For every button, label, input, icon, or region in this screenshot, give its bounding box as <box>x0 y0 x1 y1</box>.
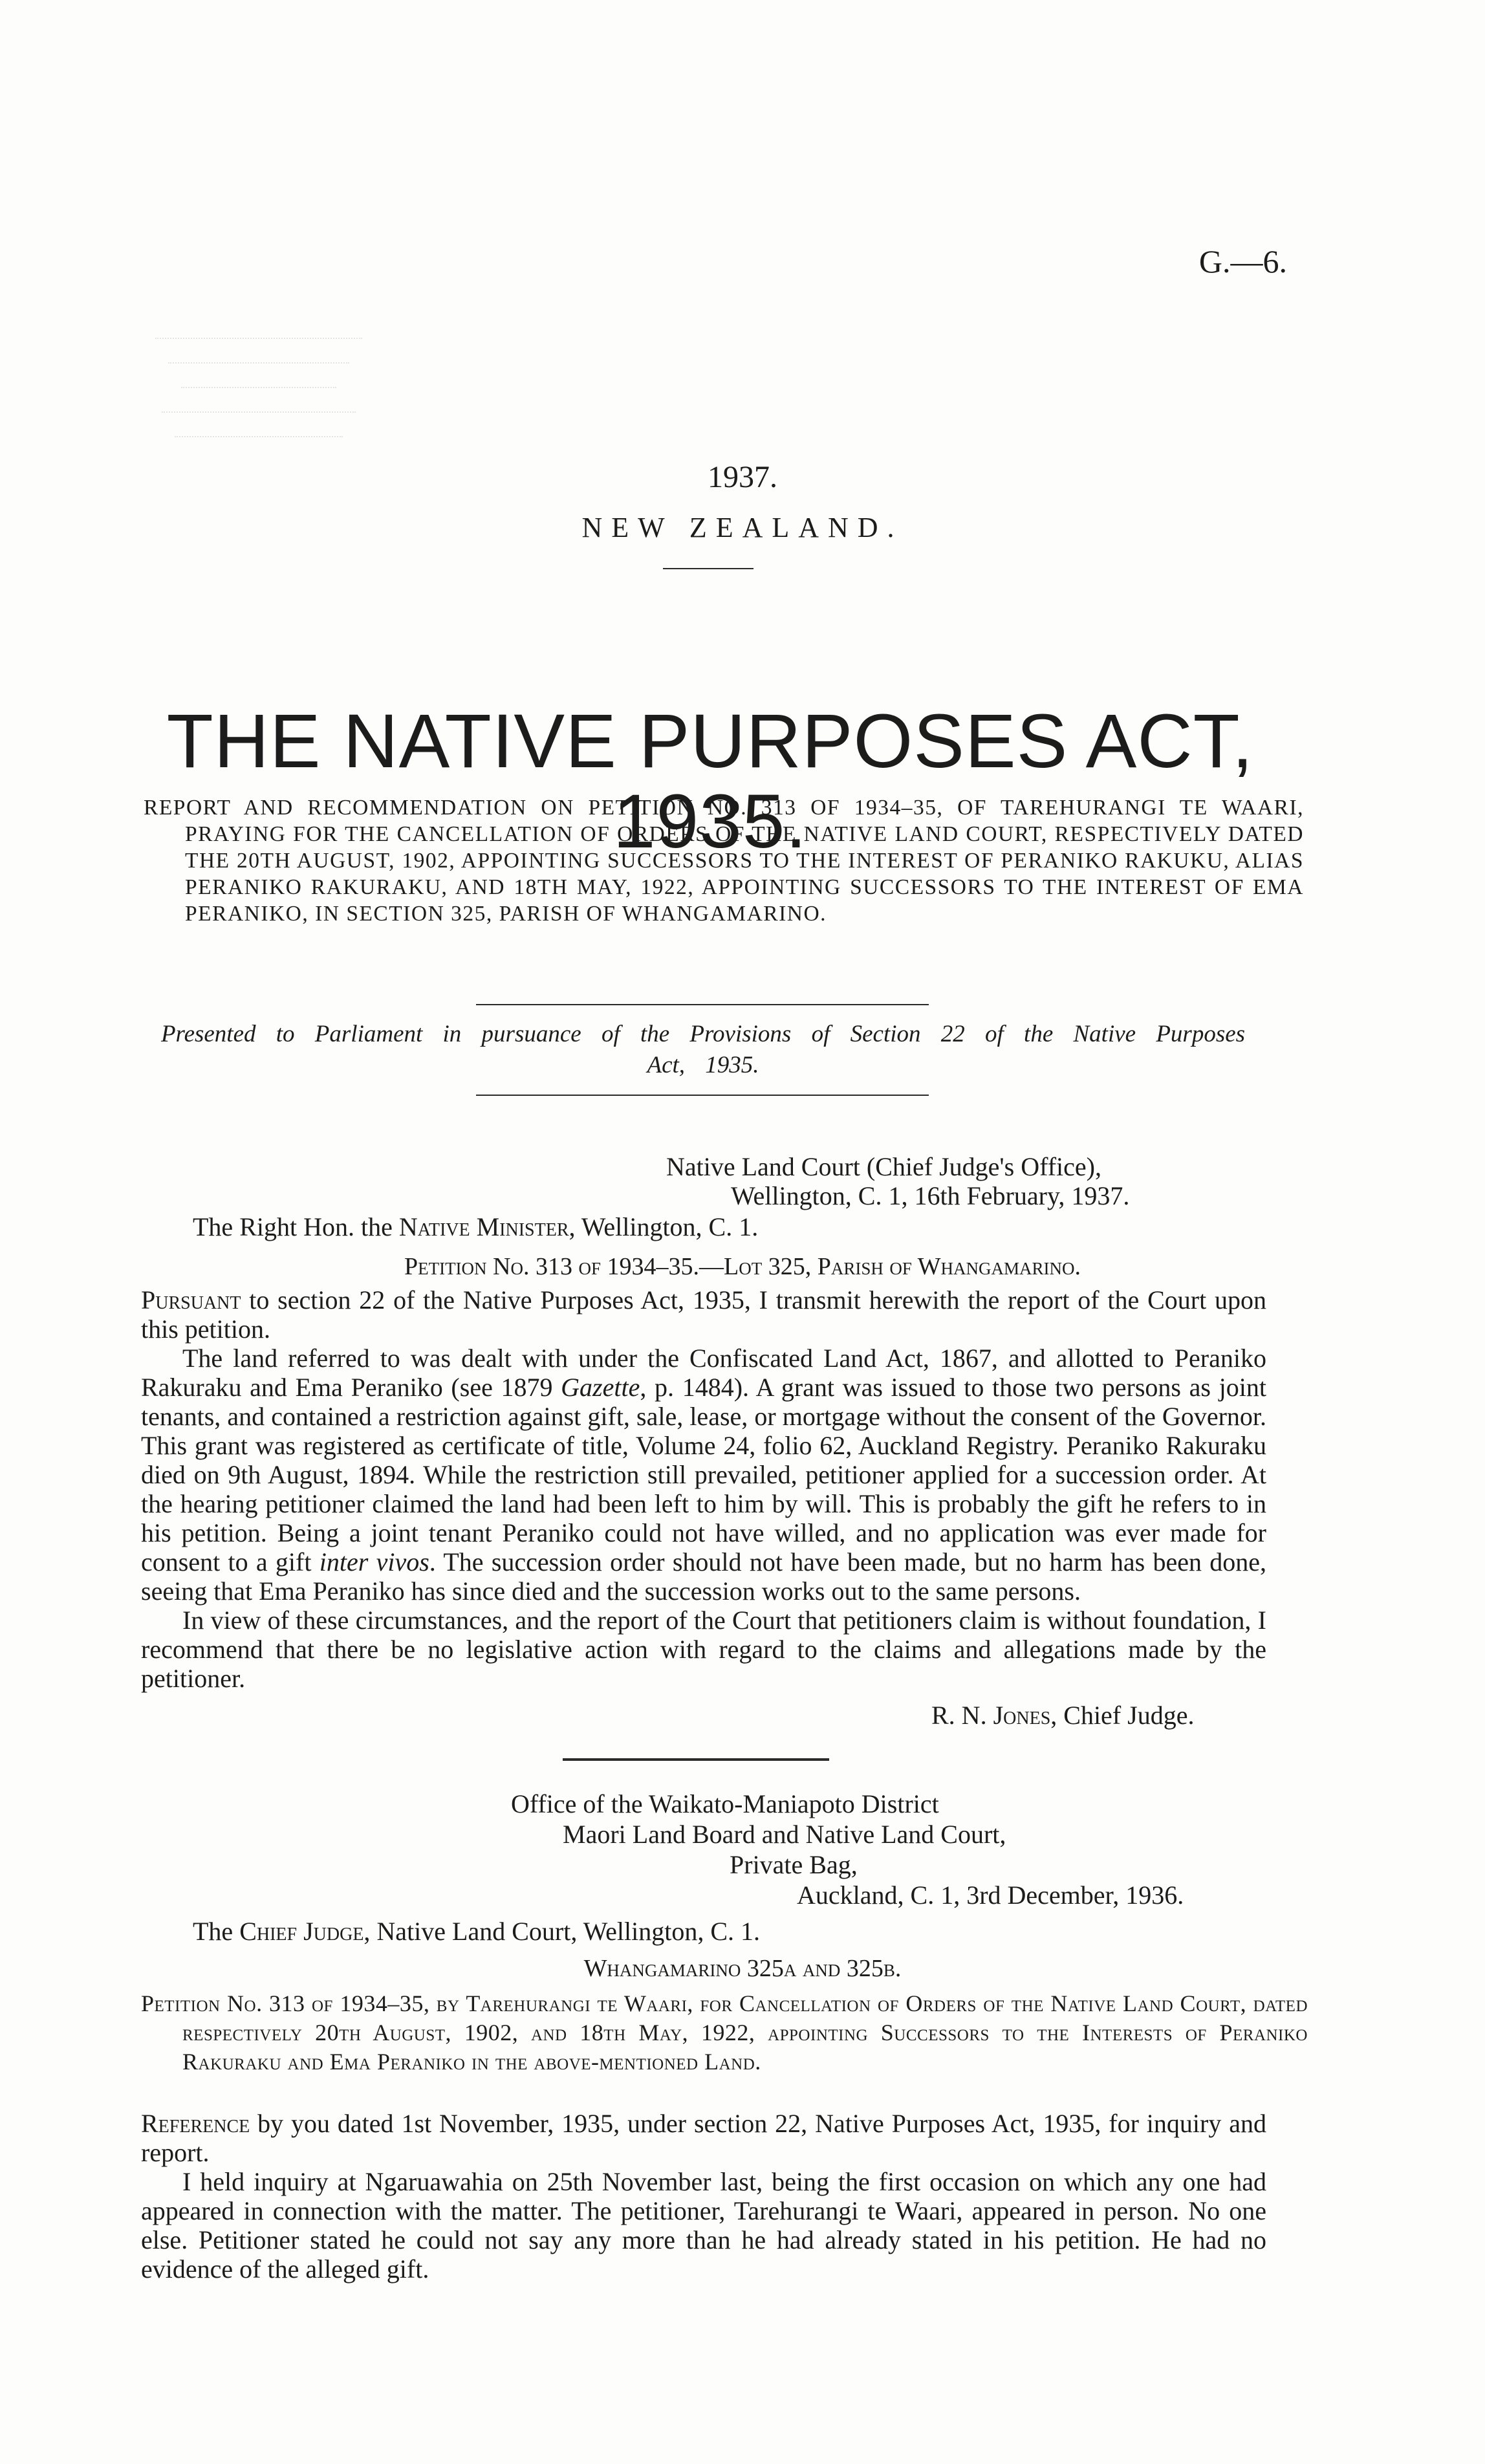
letter2-sender-line1: Office of the Waikato-Maniapoto District <box>511 1789 939 1818</box>
letter2-paragraph-1: Reference by you dated 1st November, 1935, under section 22, Native Purposes Act, 1935, for inquiry and report. <box>141 2109 1266 2167</box>
letter1-sender-line1: Native Land Court (Chief Judge's Office), <box>666 1152 1101 1181</box>
letter2-body <box>141 2109 1266 2284</box>
report-heading: REPORT AND RECOMMENDATION ON PETITION NO. 313 OF 1934–35, OF TAREHURANGI TE WAARI, PRAYING FOR THE CANCELLATION OF ORDERS OF THE NATIVE LAND COURT, RESPECTIVELY DATED THE 20TH AUGUST, 1902, APPOINTING SUCCESSORS TO THE INTEREST OF PERANIKO RAKUKU, ALIAS PERANIKO RAKURAKU, AND 18TH MAY, 1922, APPOINTING SUCCESSORS TO THE INTEREST OF EMA PERANIKO, IN SECTION 325, PARISH OF WHANGAMARINO. <box>144 796 1304 926</box>
letter2-sender-line2: Maori Land Board and Native Land Court, <box>563 1820 1006 1849</box>
presented-note: Presented to Parliament in pursuance of the Provisions of Section 22 of the Native Purposes Act, 1935. <box>160 1021 1246 1078</box>
recipient-title: Native Minister <box>398 1212 569 1241</box>
letter1-recipient: The Right Hon. the Native Minister, Wellington, C. 1. <box>193 1212 759 1241</box>
letter2-petition-heading: Petition No. 313 of 1934–35, by Tarehurangi te Waari, for Cancellation of Orders of the Native Land Court, dated respectively 20th August, 1902, and 18th May, 1922, appointing Successors to the Interests of Peraniko Rakuraku and Ema Peraniko in the above-mentioned Land. <box>141 1990 1308 2075</box>
letter2-recipient: The Chief Judge, Native Land Court, Wellington, C. 1. <box>193 1917 761 1946</box>
page-reference: G.—6. <box>1198 243 1287 279</box>
letter1-paragraph-3: In view of these circumstances, and the report of the Court that petitioners claim is without foundation, I recommend that there be no legislative action with regard to the claims and allegations made by the petitioner. <box>141 1606 1266 1693</box>
letter1-signature: R. N. Jones, Chief Judge. <box>931 1701 1195 1730</box>
letter1-body <box>141 1285 1266 1693</box>
letter1-paragraph-2: The land referred to was dealt with under the Confiscated Land Act, 1867, and allotted to Peraniko Rakuraku and Ema Peraniko (see 1879 Gazette, p. 1484). A grant was issued to those two persons as joint tenants, and contained a restriction against gift, sale, lease, or mortgage without the consent of the Governor. This grant was registered as certificate of title, Volume 24, folio 62, Auckland Registry. Peraniko Rakuraku died on 9th August, 1894. While the restriction still prevailed, petitioner applied for a succession order. At the hearing petitioner claimed the land had been left to him by will. This is probably the gift he refers to in his petition. Being a joint tenant Peraniko could not have willed, and no application was ever made for consent to a gift inter vivos. The succession order should not have been made, but no harm has been done, seeing that Ema Peraniko has since died and the succession works out to the same persons. <box>141 1344 1267 1606</box>
letter2-paragraph-2: I held inquiry at Ngaruawahia on 25th November last, being the first occasion on which any one had appeared in connection with the matter. The petitioner, Tarehurangi te Waari, appeared in person. No one else. Petitioner stated he could not say any more than he had already stated in his petition. He had no evidence of the alleged gift. <box>141 2167 1266 2284</box>
letter1-paragraph-1: Pursuant to section 22 of the Native Purposes Act, 1935, I transmit herewith the report of the Court upon this petition. <box>141 1285 1266 1344</box>
letter2-sender-line3: Private Bag, <box>730 1850 858 1879</box>
divider-top <box>476 1004 929 1005</box>
letter1-sender-line2: Wellington, C. 1, 16th February, 1937. <box>731 1181 1130 1210</box>
publication-year: 1937. <box>708 460 777 494</box>
letter2-sender-line4: Auckland, C. 1, 3rd December, 1936. <box>797 1881 1184 1910</box>
short-divider <box>663 568 753 569</box>
divider-bottom <box>476 1095 929 1096</box>
act-title: THE NATIVE PURPOSES ACT, 1935. <box>166 699 1254 864</box>
section-divider <box>563 1758 829 1761</box>
letter2-subject: Whangamarino 325a and 325b. <box>583 1955 902 1982</box>
recipient-title: Chief Judge <box>239 1917 364 1946</box>
country-heading: NEW ZEALAND. <box>581 512 904 543</box>
letter1-subject: Petition No. 313 of 1934–35.—Lot 325, Parish of Whangamarino. <box>404 1253 1081 1280</box>
